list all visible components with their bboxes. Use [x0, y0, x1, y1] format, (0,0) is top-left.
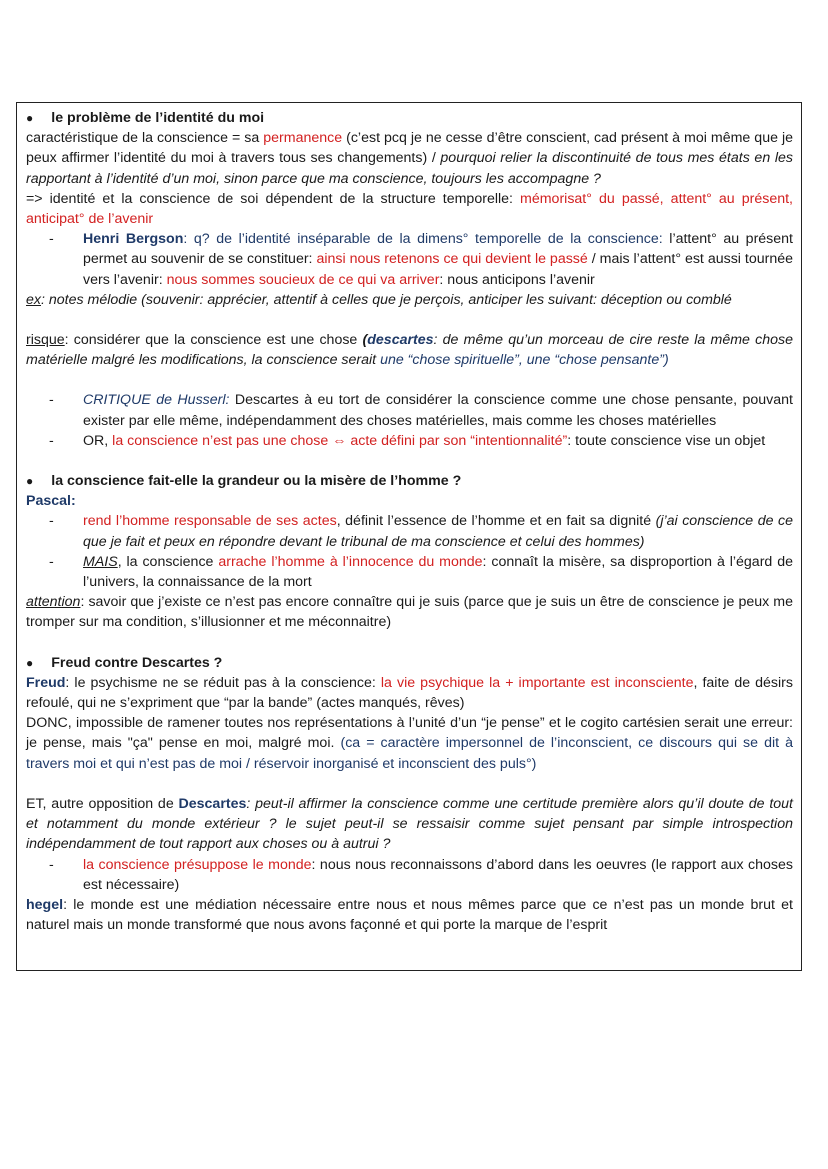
section-heading-grandeur: ● la conscience fait-elle la grandeur ou la misère de l’homme ?: [26, 473, 462, 490]
paragraph-opposition-descartes: ET, autre opposition de Descartes: peut-il affirmer la conscience comme une certitude première alors qu’il doute de tout et notamment du monde extérieur ? le sujet peut-il se ressaisir comme sujet pensant par simple introspection indépendamment de tout rapport aux choses ou à autrui ?: [26, 795, 793, 853]
critique-list: [26, 390, 793, 451]
bergson-list: [26, 229, 793, 290]
paragraph-exemple: ex: notes mélodie (souvenir: apprécier, attentif à celles que je perçois, anticiper les suivant: déception ou comblé: [26, 291, 732, 308]
paragraph-risque: risque: considérer que la conscience est une chose (descartes: de même qu’un morceau de cire reste la même chose matérielle malgré les modifications, la conscience serait une “chose spirituelle”, une “chose pensante”): [26, 332, 793, 369]
list-item-monde: - la conscience présuppose le monde: nous nous reconnaissons d’abord dans les oeuvres (le rapport aux choses est nécessaire): [49, 856, 793, 893]
paragraph-structure-temporelle: => identité et la conscience de soi dépendent de la structure temporelle: mémorisat° du passé, attent° au présent, anticipat° de l’avenir: [26, 190, 793, 228]
paragraph-permanence: caractéristique de la conscience = sa permanence (c’est pcq je ne cesse d’être conscient, cad présent à moi même que je peux affirmer l’identité du moi à travers tous ses changements) / pourquoi relier la discontinuité de tous mes états en les rapportant à l’identité d’un moi, sinon parce que ma conscience, toujours les accompagne ?: [26, 130, 794, 187]
dash-icon: -: [49, 392, 54, 409]
notes-frame: [16, 102, 802, 971]
paragraph-hegel: hegel: le monde est une médiation nécessaire entre nous et nous mêmes parce que ce n’est pas un monde brut et naturel mais un monde transformé que nous avons façonné et qui porte la marque de l’esprit: [26, 896, 793, 934]
list-item-innocence: - MAIS, la conscience arrache l’homme à l’innocence du monde: connaît la misère, sa disproportion à l’égard de l’univers, la connaissance de la mort: [49, 553, 793, 591]
list-item-intentionnalite: - OR, la conscience n’est pas une chose ⇔ acte défini par son “intentionnalité”: toute conscience vise un objet: [83, 431, 793, 451]
list-item-husserl: - CRITIQUE de Husserl: Descartes à eu tort de considérer la conscience comme une chose pensante, pouvant exister par elle même, indépendamment des choses matérielles, mais comme les choses matérielles: [49, 392, 794, 429]
dash-icon: -: [49, 513, 54, 530]
dash-icon: -: [49, 432, 54, 449]
dash-icon: -: [49, 856, 54, 873]
dash-icon: -: [49, 231, 54, 248]
monde-list: [26, 855, 793, 895]
list-item-responsable: - rend l’homme responsable de ses actes, définit l’essence de l’homme et en fait sa dignité (j’ai conscience de ce que je fait et peux en répondre devant le tribunal de ma conscience et celui des hommes): [49, 513, 793, 550]
bullet-icon: ●: [26, 111, 34, 125]
section-heading-freud: ● Freud contre Descartes ?: [26, 654, 223, 671]
bullet-icon: ●: [26, 474, 34, 489]
paragraph-donc: DONC, impossible de ramener toutes nos représentations à l’unité d’un “je pense” et le cogito cartésien serait une erreur: je pense, mais "ça" pense en moi, malgré moi. (ca = caractère impersonnel de l’inconscient, ce discours qui se dit à travers moi et qui n’est pas de moi / réservoir inorganisé et inconscient des puls°): [26, 715, 793, 772]
pascal-list: [26, 511, 793, 592]
pascal-label: Pascal:: [26, 493, 76, 510]
dash-icon: -: [49, 553, 54, 570]
section-heading-identite: ● le problème de l’identité du moi: [26, 110, 265, 126]
list-item-bergson: - Henri Bergson: q? de l’identité inséparable de la dimens° temporelle de la conscience: l’attent° au présent permet au souvenir de se constituer: ainsi nous retenons ce qui devient le passé / mais l’attent° est aussi tournée vers l’avenir: nous sommes soucieux de ce qui va arriver: nous anticipons l’avenir: [49, 231, 794, 288]
paragraph-attention: attention: savoir que j’existe ce n’est pas encore connaître qui je suis (parce que je suis un être de conscience je peux me tromper sur ma condition, s’illusionner et me méconnaitre): [26, 594, 793, 631]
paragraph-freud: Freud: le psychisme ne se réduit pas à la conscience: la vie psychique la + importante est inconsciente, faite de désirs refoulé, qui ne s’expriment que “par la bande” (actes manqués, rêves): [26, 674, 793, 712]
bullet-icon: ●: [26, 655, 34, 670]
